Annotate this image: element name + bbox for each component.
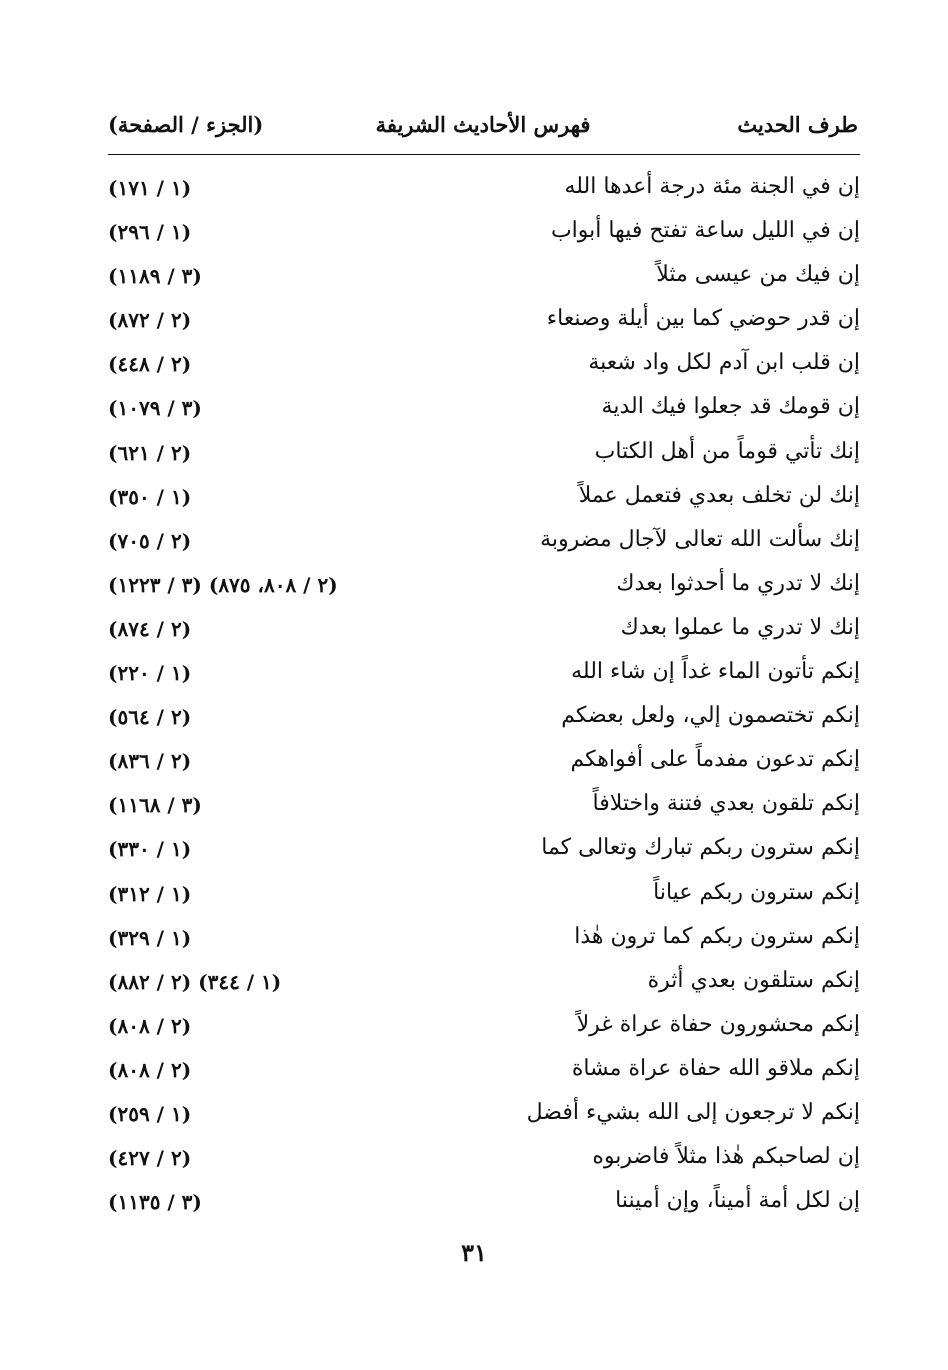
index-entry xyxy=(108,874,860,918)
hadith-text: إن قلب ابن آدم لكل واد شعبة xyxy=(588,350,860,376)
volume-page-reference: (٢ / ٨٠٨) xyxy=(108,1013,192,1038)
volume-page-reference: (٢ / ٤٤٨) xyxy=(108,352,192,377)
volume-page-reference: (٢ / ٤٢٧) xyxy=(108,1146,192,1171)
hadith-text: إنكم تدعون مفدماً على أفواهكم xyxy=(570,747,860,773)
hadith-text: إن قدر حوضي كما بين أيلة وصنعاء xyxy=(546,306,860,332)
header-index-title: فهرس الأحاديث الشريفة xyxy=(375,112,591,137)
volume-page-reference: (١ / ٣٤٤) (٢ / ٨٨٢) xyxy=(108,969,282,994)
volume-page-reference: (٢ / ٨٠٨، ٨٧٥) (٣ / ١٢٢٣) xyxy=(108,572,338,597)
header-divider xyxy=(108,154,860,155)
volume-page-reference: (٣ / ١١٦٨) xyxy=(108,793,202,818)
header-hadith-column-title: طرف الحديث xyxy=(737,112,858,137)
index-entry xyxy=(108,212,860,256)
volume-page-reference: (٢ / ٨٠٨) xyxy=(108,1057,192,1082)
hadith-text: إنك لا تدري ما عملوا بعدك xyxy=(620,614,860,640)
hadith-text: إن لصاحبكم هٰذا مثلاً فاضربوه xyxy=(592,1144,860,1170)
index-entry xyxy=(108,565,860,609)
index-entry xyxy=(108,168,860,212)
index-entry xyxy=(108,1138,860,1182)
hadith-text: إنكم تأتون الماء غداً إن شاء الله xyxy=(571,659,860,685)
hadith-text: إن قومك قد جعلوا فيك الدية xyxy=(601,394,860,420)
header-reference-column-title: (الجزء / الصفحة) xyxy=(108,112,264,137)
volume-page-reference: (٣ / ١١٨٩) xyxy=(108,264,202,289)
hadith-text: إنك لن تخلف بعدي فتعمل عملاً xyxy=(578,482,860,508)
volume-page-reference: (١ / ٢٢٠) xyxy=(108,661,192,686)
index-entry xyxy=(108,477,860,521)
index-entry xyxy=(108,609,860,653)
hadith-text: إنكم سترون ربكم تبارك وتعالى كما xyxy=(541,835,860,861)
volume-page-reference: (١ / ١٧١) xyxy=(108,176,192,200)
volume-page-reference: (٣ / ١٠٧٩) xyxy=(108,396,202,421)
hadith-text: إنكم لا ترجعون إلى الله بشيء أفضل xyxy=(526,1099,860,1125)
volume-page-reference: (٢ / ٧٠٥) xyxy=(108,528,192,553)
hadith-text: إنك لا تدري ما أحدثوا بعدك xyxy=(616,570,860,596)
hadith-text: إنكم ملاقو الله حفاة عراة مشاة xyxy=(571,1055,860,1081)
volume-page-reference: (٢ / ٦٢١) xyxy=(108,440,192,465)
index-entry xyxy=(108,300,860,344)
volume-page-reference: (١ / ٣٣٠) xyxy=(108,837,192,862)
hadith-text: إن في الليل ساعة تفتح فيها أبواب xyxy=(550,218,860,244)
hadith-text: إن في الجنة مئة درجة أعدها الله xyxy=(564,174,860,199)
hadith-text: إن فيك من عيسى مثلاً xyxy=(656,262,860,288)
hadith-text: إنكم تختصمون إلي، ولعل بعضكم xyxy=(561,703,860,729)
volume-page-reference: (١ / ٣٥٠) xyxy=(108,484,192,509)
index-entry xyxy=(108,785,860,829)
index-entry xyxy=(108,256,860,300)
index-entry xyxy=(108,741,860,785)
index-entry xyxy=(108,653,860,697)
index-entry xyxy=(108,433,860,477)
hadith-text: إنكم سترون ربكم كما ترون هٰذا xyxy=(574,923,860,949)
hadith-text: إنك سألت الله تعالى لآجال مضروبة xyxy=(540,526,860,552)
hadith-text: إنك تأتي قوماً من أهل الكتاب xyxy=(594,438,860,464)
index-entry xyxy=(108,1182,860,1226)
index-entry xyxy=(108,1094,860,1138)
hadith-text: إنكم تلقون بعدي فتنة واختلافاً xyxy=(592,791,860,817)
volume-page-reference: (٢ / ٥٦٤) xyxy=(108,705,192,730)
hadith-text: إنكم سترون ربكم عياناً xyxy=(653,879,860,905)
index-entry xyxy=(108,918,860,962)
page-number: ٣١ xyxy=(461,1238,487,1267)
index-entry xyxy=(108,829,860,873)
index-entry xyxy=(108,1006,860,1050)
hadith-text: إن لكل أمة أميناً، وإن أميننا xyxy=(615,1188,860,1214)
volume-page-reference: (١ / ٢٥٩) xyxy=(108,1101,192,1126)
hadith-text: إنكم ستلقون بعدي أثرة xyxy=(647,967,860,993)
index-entry xyxy=(108,344,860,388)
volume-page-reference: (٣ / ١١٣٥) xyxy=(108,1190,202,1215)
index-entry xyxy=(108,1050,860,1094)
index-entry xyxy=(108,388,860,432)
index-entry xyxy=(108,697,860,741)
volume-page-reference: (١ / ٣٢٩) xyxy=(108,925,192,950)
index-entry xyxy=(108,962,860,1006)
volume-page-reference: (٢ / ٨٣٦) xyxy=(108,749,192,774)
page-header xyxy=(108,112,858,148)
volume-page-reference: (٢ / ٨٧٤) xyxy=(108,616,192,641)
volume-page-reference: (١ / ٣١٢) xyxy=(108,881,192,906)
volume-page-reference: (٢ / ٨٧٢) xyxy=(108,308,192,333)
hadith-text: إنكم محشورون حفاة عراة غرلاً xyxy=(576,1011,860,1037)
index-entry xyxy=(108,521,860,565)
hadith-index-list xyxy=(108,168,860,1226)
volume-page-reference: (١ / ٢٩٦) xyxy=(108,220,192,245)
